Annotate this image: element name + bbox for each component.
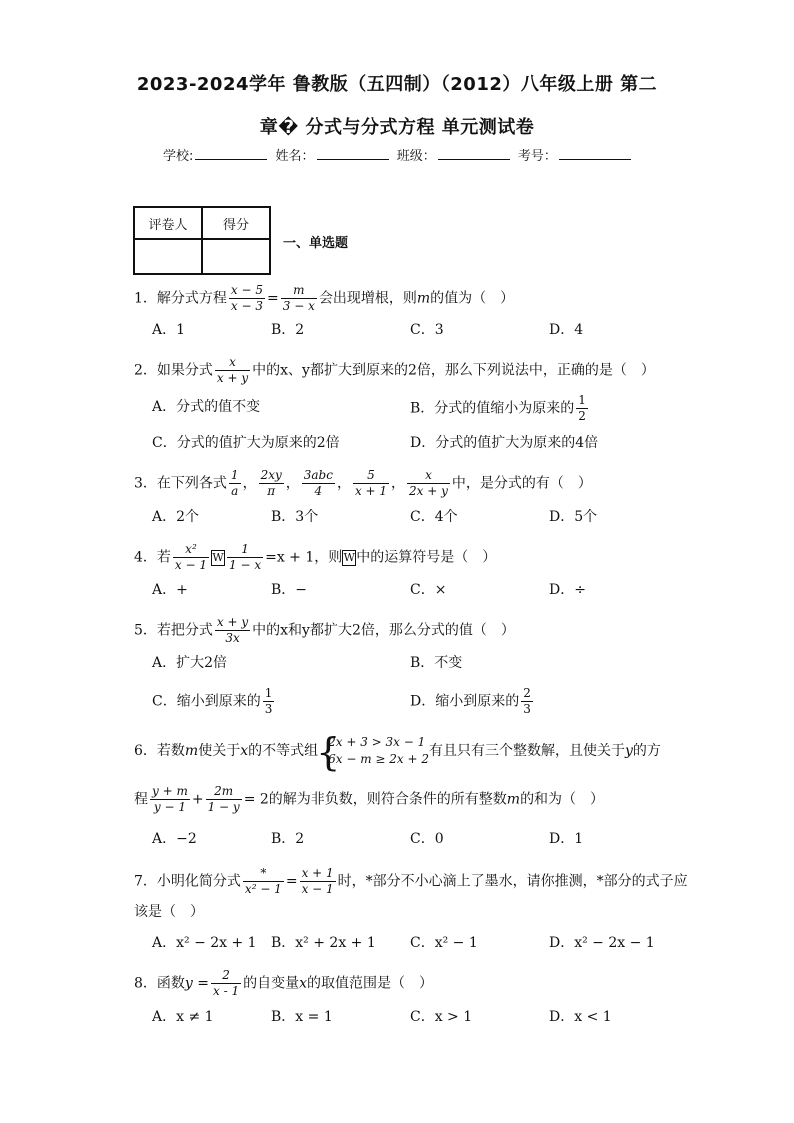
option-text: B．分式的值缩小为原来的 bbox=[410, 400, 575, 417]
q1-option-b[interactable]: B．2 bbox=[271, 322, 305, 338]
question-text: 时，*部分不小心滴上了墨水，请你推测，*部分的式子应 bbox=[337, 873, 688, 890]
section-heading: 一、单选题 bbox=[283, 236, 349, 251]
question-text: 程 bbox=[134, 791, 148, 808]
operator-box: W bbox=[212, 550, 224, 564]
numerator: x bbox=[425, 468, 432, 482]
question-text: 的方 bbox=[632, 743, 661, 759]
question-5 bbox=[134, 615, 515, 646]
denominator: 3 bbox=[523, 702, 531, 716]
q3-option-a[interactable]: A．2个 bbox=[152, 509, 200, 525]
fraction bbox=[243, 866, 284, 897]
score-header: 得分 bbox=[202, 207, 270, 239]
denominator: y − 1 bbox=[150, 799, 190, 815]
grader-cell[interactable] bbox=[134, 239, 202, 274]
question-text: 的自变量 bbox=[243, 975, 300, 992]
school-blank[interactable] bbox=[195, 147, 267, 160]
denominator: x + 1 bbox=[354, 484, 388, 498]
q2-option-a[interactable]: A．分式的值不变 bbox=[152, 399, 261, 415]
page-title-line-1: 2023-2024学年 鲁教版（五四制）（2012）八年级上册 第二 bbox=[136, 74, 658, 95]
page-title-line-2: 章� 分式与分式方程 单元测试卷 bbox=[259, 117, 535, 138]
inequality-row: 6x − m ≥ 2x + 2 bbox=[328, 752, 429, 766]
q3-option-c[interactable]: C．4个 bbox=[410, 509, 458, 525]
fraction bbox=[215, 355, 250, 386]
question-text: 的解为非负数，则符合条件的所有整数 bbox=[268, 791, 507, 808]
q3-option-d[interactable]: D．5个 bbox=[549, 509, 598, 525]
fraction bbox=[229, 283, 265, 314]
question-text: 2．如果分式 bbox=[134, 362, 213, 379]
q5-option-b[interactable]: B．不变 bbox=[410, 655, 463, 671]
fraction bbox=[259, 468, 284, 499]
q1-option-c[interactable]: C．3 bbox=[410, 322, 444, 338]
numerator: 3abc bbox=[303, 468, 333, 482]
brace-symbol: { bbox=[316, 730, 341, 774]
q4-option-a[interactable]: A．+ bbox=[152, 582, 188, 598]
denominator: x + y bbox=[216, 371, 249, 385]
student-info-line bbox=[163, 145, 635, 164]
class-blank[interactable] bbox=[438, 147, 510, 160]
question-text: 7．小明化简分式 bbox=[134, 873, 241, 890]
fraction bbox=[150, 784, 190, 815]
numerator: x² bbox=[185, 542, 197, 556]
question-text: 1．解分式方程 bbox=[134, 290, 227, 307]
question-3 bbox=[134, 468, 592, 499]
question-text: 的不等式组 bbox=[248, 743, 319, 759]
numerator: 1 bbox=[230, 468, 239, 482]
numerator: 1 bbox=[264, 686, 273, 700]
q4-option-c[interactable]: C．× bbox=[410, 582, 447, 598]
denominator: 2 bbox=[578, 409, 586, 423]
q2-option-d[interactable]: D．分式的值扩大为原来的4倍 bbox=[410, 435, 599, 451]
equation-rhs: = 2 bbox=[243, 791, 269, 808]
q5-option-a[interactable]: A．扩大2倍 bbox=[152, 655, 228, 671]
fraction bbox=[206, 784, 242, 815]
denominator: 3x bbox=[215, 630, 250, 646]
denominator: 3 bbox=[264, 702, 273, 716]
numerator: 5 bbox=[367, 468, 375, 482]
fraction bbox=[227, 542, 263, 573]
fraction bbox=[263, 686, 275, 717]
fraction bbox=[407, 468, 450, 499]
separator: ， bbox=[285, 475, 300, 492]
numerator: 2m bbox=[214, 784, 234, 798]
variable: x bbox=[240, 743, 249, 759]
equals-sign: = bbox=[285, 873, 298, 890]
denominator: a bbox=[229, 483, 241, 499]
fraction bbox=[300, 866, 336, 897]
fraction bbox=[215, 615, 250, 646]
question-text: 的取值范围是（ ） bbox=[307, 975, 434, 992]
question-7-line-2: 该是（ ） bbox=[134, 904, 204, 920]
separator: ， bbox=[242, 475, 257, 492]
school-label: 学校: bbox=[163, 149, 194, 164]
question-text: 的值为（ ） bbox=[430, 290, 515, 307]
q5-option-d[interactable] bbox=[410, 686, 535, 717]
denominator: 2x + y bbox=[409, 484, 448, 498]
class-label: 班级： bbox=[396, 149, 436, 164]
question-text: 中的x、y都扩大到原来的2倍，那么下列说法中，正确的是（ ） bbox=[252, 362, 655, 379]
q6-option-d[interactable]: D．1 bbox=[549, 831, 584, 847]
denominator: x − 1 bbox=[174, 558, 208, 572]
option-text: C．缩小到原来的 bbox=[152, 693, 261, 710]
question-text: 5．若把分式 bbox=[134, 622, 213, 639]
variable: m bbox=[184, 743, 199, 759]
equals-sign: = bbox=[267, 290, 279, 307]
numerator: 2 bbox=[523, 686, 531, 700]
q4-option-d[interactable]: D．÷ bbox=[549, 582, 586, 598]
question-2 bbox=[134, 355, 655, 386]
q7-option-c[interactable]: C．x² − 1 bbox=[410, 935, 478, 951]
numerator: 2 bbox=[222, 968, 230, 982]
q1-option-d[interactable]: D．4 bbox=[549, 322, 584, 338]
numerator: * bbox=[260, 866, 267, 880]
question-7-line-1 bbox=[134, 866, 688, 897]
question-text: 使关于 bbox=[198, 743, 241, 759]
function-lhs: y = bbox=[184, 975, 210, 992]
plus-sign: + bbox=[191, 791, 204, 808]
fraction bbox=[229, 468, 241, 499]
q6-option-b[interactable]: B．2 bbox=[271, 831, 305, 847]
q2-option-b[interactable] bbox=[410, 393, 590, 424]
q2-option-c[interactable]: C．分式的值扩大为原来的2倍 bbox=[152, 435, 340, 451]
variable: y bbox=[624, 743, 633, 759]
fraction bbox=[302, 468, 335, 499]
numerator: 2xy bbox=[260, 468, 282, 482]
question-text: 6．若数 bbox=[134, 743, 185, 759]
question-text: 3．在下列各式 bbox=[134, 475, 227, 492]
question-text: 中的x和y都扩大2倍，那么分式的值（ ） bbox=[252, 622, 515, 639]
denominator: 3 − x bbox=[282, 299, 315, 313]
question-6-line-1 bbox=[134, 730, 661, 774]
q1-option-a[interactable]: A．1 bbox=[152, 322, 186, 338]
inequality-system bbox=[316, 730, 429, 774]
separator: ， bbox=[336, 475, 351, 492]
q3-option-b[interactable]: B．3个 bbox=[271, 509, 319, 525]
denominator: 1 − x bbox=[229, 558, 262, 572]
question-8 bbox=[134, 968, 433, 999]
denominator: x² − 1 bbox=[244, 882, 282, 896]
name-label: 姓名： bbox=[275, 149, 315, 164]
fraction bbox=[576, 393, 588, 424]
numerator: x − 5 bbox=[230, 283, 264, 297]
question-text: 有且只有三个整数解，且使关于 bbox=[428, 743, 625, 759]
q8-option-b[interactable]: B．x = 1 bbox=[271, 1009, 333, 1025]
fraction bbox=[173, 542, 209, 573]
q6-option-c[interactable]: C．0 bbox=[410, 831, 444, 847]
denominator: π bbox=[259, 483, 284, 499]
q8-option-c[interactable]: C．x > 1 bbox=[410, 1009, 473, 1025]
score-cell[interactable] bbox=[202, 239, 270, 274]
score-table bbox=[133, 206, 271, 275]
fraction bbox=[211, 968, 241, 999]
numerator: 1 bbox=[578, 393, 586, 407]
question-text: 中的运算符号是（ ） bbox=[356, 549, 497, 566]
grader-header: 评卷人 bbox=[134, 207, 202, 239]
question-text: =x + 1，则 bbox=[265, 549, 343, 566]
fraction bbox=[521, 686, 533, 717]
variable: m bbox=[416, 290, 431, 307]
numerator: 1 bbox=[241, 542, 249, 556]
numerator: x + y bbox=[216, 615, 249, 629]
q6-option-a[interactable]: A．−2 bbox=[152, 831, 197, 847]
q8-option-d[interactable]: D．x < 1 bbox=[549, 1009, 612, 1025]
question-text: 中，是分式的有（ ） bbox=[451, 475, 592, 492]
q4-option-b[interactable]: B．− bbox=[271, 582, 308, 598]
inequality-row: 2x + 3 > 3x − 1 bbox=[328, 735, 426, 749]
variable: m bbox=[506, 791, 521, 808]
id-label: 考号： bbox=[517, 149, 557, 164]
numerator: x + 1 bbox=[301, 866, 334, 880]
numerator: x bbox=[229, 355, 236, 369]
question-4 bbox=[134, 542, 496, 573]
operator-box: W bbox=[343, 550, 355, 564]
id-blank[interactable] bbox=[559, 147, 631, 160]
denominator: x − 1 bbox=[301, 882, 334, 896]
name-blank[interactable] bbox=[317, 147, 389, 160]
fraction bbox=[353, 468, 389, 499]
question-1 bbox=[134, 283, 514, 314]
numerator: m bbox=[293, 283, 305, 297]
question-text: 的和为（ ） bbox=[520, 791, 605, 808]
q8-option-a[interactable]: A．x ≠ 1 bbox=[152, 1009, 214, 1025]
q7-option-a[interactable]: A．x² − 2x + 1 bbox=[152, 935, 257, 951]
denominator: 1 − y bbox=[207, 800, 240, 814]
q7-option-b[interactable]: B．x² + 2x + 1 bbox=[271, 935, 376, 951]
denominator: x - 1 bbox=[213, 984, 240, 998]
denominator: x − 3 bbox=[230, 299, 264, 313]
question-6-line-2 bbox=[134, 784, 604, 815]
variable: x bbox=[299, 975, 308, 992]
question-text: 4．若 bbox=[134, 549, 171, 566]
denominator: 4 bbox=[302, 483, 335, 499]
numerator: y + m bbox=[152, 784, 188, 798]
fraction bbox=[281, 283, 317, 314]
question-text: 8．函数 bbox=[134, 975, 185, 992]
question-text: 会出现增根，则 bbox=[318, 290, 417, 307]
option-text: D．缩小到原来的 bbox=[410, 693, 520, 710]
separator: ， bbox=[391, 475, 406, 492]
q5-option-c[interactable] bbox=[152, 686, 276, 717]
q7-option-d[interactable]: D．x² − 2x − 1 bbox=[549, 935, 655, 951]
